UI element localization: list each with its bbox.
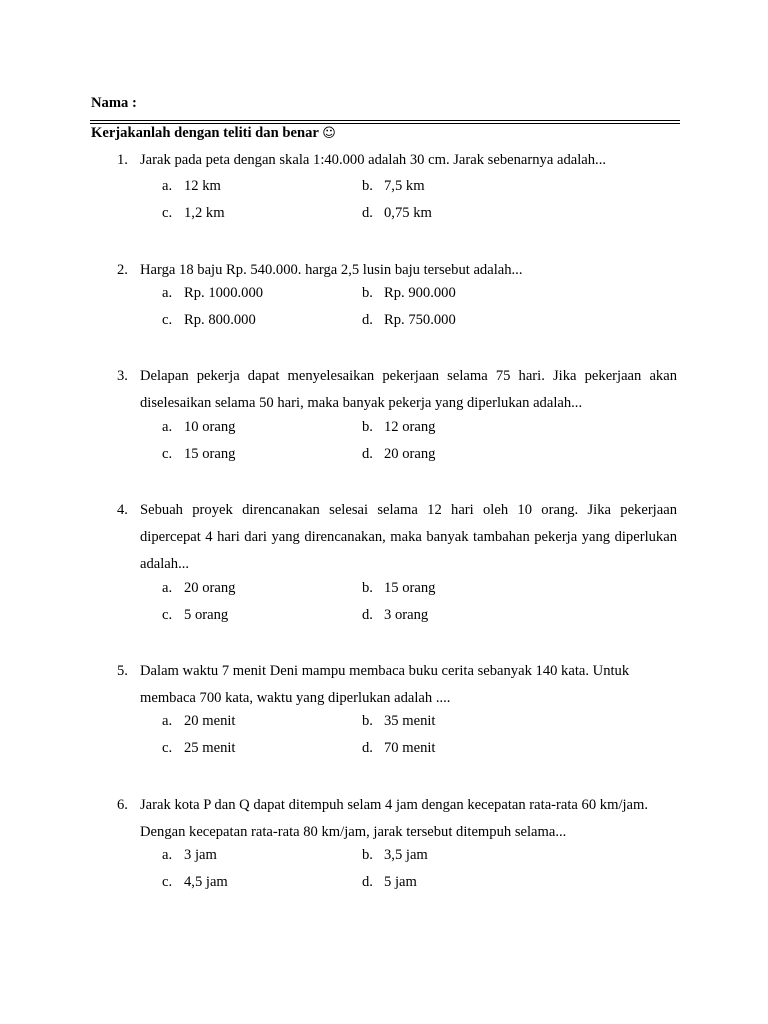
- option-letter: a.: [162, 285, 173, 301]
- question-text: Delapan pekerja dapat menyelesaikan pekerjaan selama 75 hari. Jika pekerjaan akan diselesaikan selama 50 hari, maka banyak pekerja yang diperlukan adalah...: [140, 368, 677, 411]
- option-text: 5 jam: [384, 874, 417, 890]
- option-text: 3 jam: [184, 847, 217, 863]
- option-letter: c.: [162, 740, 173, 756]
- option-c: [162, 204, 225, 222]
- option-a: [162, 712, 235, 730]
- question-number: 2.: [117, 262, 128, 278]
- instruction-text: Kerjakanlah dengan teliti dan benar: [91, 125, 319, 141]
- option-letter: d.: [362, 874, 373, 890]
- option-letter: a.: [162, 178, 173, 194]
- option-letter: c.: [162, 874, 173, 890]
- option-text: 20 menit: [184, 713, 236, 729]
- option-text: 20 orang: [184, 580, 236, 596]
- option-text: 3,5 jam: [384, 847, 428, 863]
- question-number: 4.: [117, 502, 128, 518]
- option-text: 12 km: [184, 178, 221, 194]
- option-c: [162, 445, 235, 463]
- option-a: [162, 579, 235, 597]
- option-b: [362, 579, 435, 597]
- question-4: [117, 497, 677, 578]
- option-text: 10 orang: [184, 419, 236, 435]
- question-number: 5.: [117, 663, 128, 679]
- question-text: Jarak kota P dan Q dapat ditempuh selam 4 jam dengan kecepatan rata-rata 60 km/jam. Dengan kecepatan rata-rata 80 km/jam, jarak tersebut ditempuh selama...: [140, 797, 649, 840]
- option-text: 15 orang: [384, 580, 436, 596]
- option-letter: c.: [162, 607, 173, 623]
- option-d: [362, 873, 417, 891]
- option-text: 20 orang: [384, 446, 436, 462]
- option-c: [162, 311, 256, 329]
- option-text: Rp. 1000.000: [184, 285, 264, 301]
- question-number: 6.: [117, 797, 128, 813]
- question-text: Harga 18 baju Rp. 540.000. harga 2,5 lusin baju tersebut adalah...: [140, 262, 523, 278]
- option-b: [362, 418, 435, 436]
- option-d: [362, 311, 456, 329]
- option-letter: d.: [362, 607, 373, 623]
- option-letter: a.: [162, 419, 173, 435]
- option-text: 0,75 km: [384, 205, 432, 221]
- option-letter: c.: [162, 205, 173, 221]
- option-letter: b.: [362, 580, 373, 596]
- option-text: Rp. 800.000: [184, 312, 256, 328]
- option-text: 7,5 km: [384, 178, 425, 194]
- option-letter: c.: [162, 446, 173, 462]
- option-c: [162, 739, 235, 757]
- option-c: [162, 606, 228, 624]
- option-text: 1,2 km: [184, 205, 225, 221]
- option-letter: b.: [362, 847, 373, 863]
- option-text: 15 orang: [184, 446, 236, 462]
- question-6: [117, 792, 677, 846]
- option-letter: c.: [162, 312, 173, 328]
- option-text: Rp. 900.000: [384, 285, 456, 301]
- question-2: [117, 257, 677, 284]
- option-letter: d.: [362, 312, 373, 328]
- question-3: [117, 363, 677, 417]
- option-text: 35 menit: [384, 713, 436, 729]
- option-letter: b.: [362, 713, 373, 729]
- option-text: 70 menit: [384, 740, 436, 756]
- option-a: [162, 284, 263, 302]
- question-1: [117, 147, 677, 174]
- option-d: [362, 606, 428, 624]
- name-label: Nama :: [91, 95, 137, 111]
- option-a: [162, 846, 217, 864]
- option-d: [362, 445, 435, 463]
- option-d: [362, 204, 432, 222]
- question-text: Dalam waktu 7 menit Deni mampu membaca buku cerita sebanyak 140 kata. Untuk membaca 700 kata, waktu yang diperlukan adalah ....: [140, 663, 630, 706]
- option-text: 25 menit: [184, 740, 236, 756]
- option-b: [362, 846, 428, 864]
- option-a: [162, 418, 235, 436]
- question-number: 1.: [117, 152, 128, 168]
- option-letter: b.: [362, 178, 373, 194]
- option-letter: d.: [362, 205, 373, 221]
- option-text: Rp. 750.000: [384, 312, 456, 328]
- option-letter: a.: [162, 713, 173, 729]
- option-letter: a.: [162, 847, 173, 863]
- option-c: [162, 873, 228, 891]
- instruction-line: [91, 124, 336, 143]
- option-text: 5 orang: [184, 607, 229, 623]
- question-text: Sebuah proyek direncanakan selesai selama 12 hari oleh 10 orang. Jika pekerjaan dipercepat 4 hari dari yang direncanakan, maka banyak tambahan pekerja yang diperlukan adalah...: [140, 502, 677, 572]
- option-text: 12 orang: [384, 419, 436, 435]
- option-text: 4,5 jam: [184, 874, 228, 890]
- option-letter: d.: [362, 740, 373, 756]
- option-letter: a.: [162, 580, 173, 596]
- option-letter: d.: [362, 446, 373, 462]
- option-text: 3 orang: [384, 607, 429, 623]
- question-number: 3.: [117, 368, 128, 384]
- smiley-icon: ☺: [322, 126, 336, 141]
- header-divider-top: [90, 120, 680, 121]
- option-b: [362, 712, 435, 730]
- option-letter: b.: [362, 419, 373, 435]
- option-d: [362, 739, 435, 757]
- option-b: [362, 284, 456, 302]
- option-b: [362, 177, 425, 195]
- option-letter: b.: [362, 285, 373, 301]
- question-5: [117, 658, 677, 712]
- option-a: [162, 177, 221, 195]
- question-text: Jarak pada peta dengan skala 1:40.000 adalah 30 cm. Jarak sebenarnya adalah...: [140, 152, 606, 168]
